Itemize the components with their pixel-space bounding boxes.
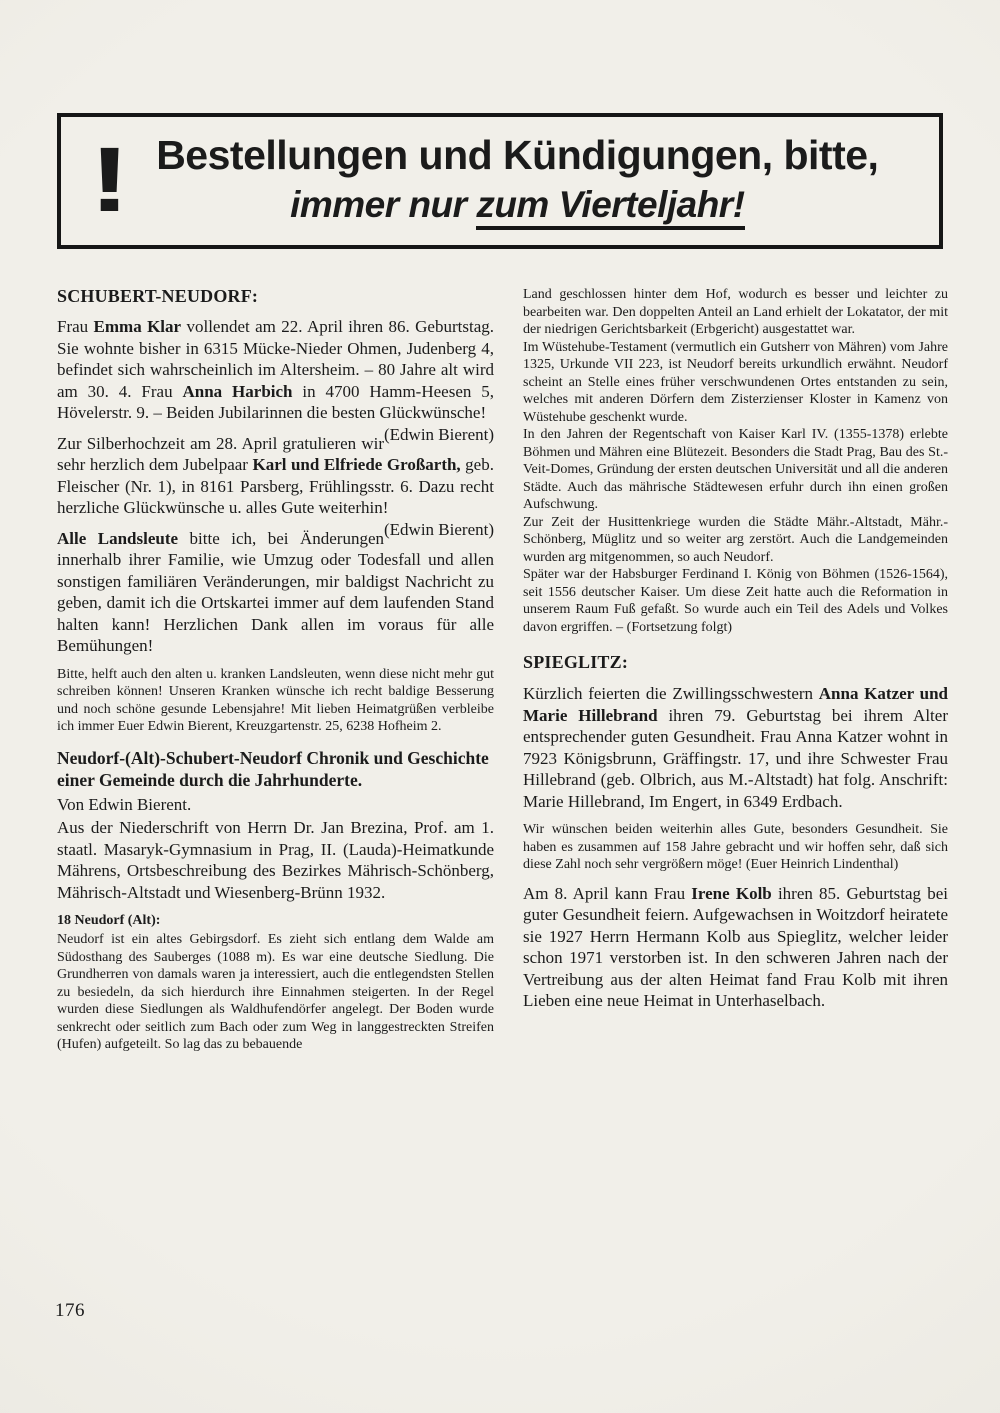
paragraph-karl-iv: In den Jahren der Regentschaft von Kaiser Karl IV. (1355-1378) erlebte Böhmen und Mähren eine Blütezeit. Besonders die Stadt Prag, Bau des St.-Veit-Domes, Gründung der ersten deutschen Universität und all die anderen Städte. Auch das mährische Städtewesen erfuhr durch ihn einen großen Aufschwung. bbox=[523, 427, 948, 512]
article-columns bbox=[57, 286, 948, 1054]
paragraph-irene-kolb: Am 8. April kann Frau Irene Kolb ihren 85. Geburtstag bei guter Gesundheit feiern. Aufgewachsen in Woitzdorf heiratete sie 1927 Herrn Hermann Kolb aus Spieglitz, welcher leider schon 1971 verstorben ist. In den schweren Jahren nach der Vertreibung aus der alten Heimat fand Frau Kolb mit ihren Lieben eine neue Heimat in Unterhaselbach. bbox=[523, 883, 948, 1010]
section-heading-schubert-neudorf: SCHUBERT-NEUDORF: bbox=[57, 286, 259, 306]
paragraph-gebirgsdorf: Neudorf ist ein altes Gebirgsdorf. Es zieht sich entlang dem Walde am Südosthang des Sauberges (1088 m). Es war eine deutsche Siedlung. Die Grundherren von damals waren ja interessiert, auch die entlegendsten Stellen zu besiedeln, da sich hierdurch ihre Einnahmen steigerten. In der Regel wurden diese Siedlungen als Waldhufendörfer angelegt. Der Boden wurde senkrecht oder seitlich zum Bach oder zum Weg in langgestreckten Streifen (Hufen) aufgeteilt. So lag das zu bebauende bbox=[57, 932, 494, 1052]
left-column bbox=[57, 286, 494, 1054]
notice-text bbox=[122, 132, 913, 226]
chronicle-title: Neudorf-(Alt)-Schubert-Neudorf Chronik und Geschichte einer Gemeinde durch die Jahrhunderte. bbox=[57, 747, 489, 790]
notice-line-1: Bestellungen und Kündigungen, bitte, bbox=[156, 132, 879, 178]
paragraph-birthdays: Frau Emma Klar vollendet am 22. April ihren 86. Geburtstag. Sie wohnte bisher in 6315 Mücke-Nieder Ohmen, Judenberg 4, befindet sich wahrscheinlich im Altersheim. – 80 Jahre alt wird am 30. 4. Frau Anna Harbich in 4700 Hamm-Heesen 5, Hövelerstr. 9. – Beiden Jubilarinnen die besten Glückwünsche! (Edwin Bierent) bbox=[57, 317, 495, 444]
notice-line-2-underlined: zum Vierteljahr! bbox=[476, 184, 744, 230]
paragraph-husittenkriege: Zur Zeit der Husittenkriege wurden die Städte Mähr.-Altstadt, Mähr.-Schönberg, Müglitz und so weiter arg zerstört. Auch die Landgemeinden wurden arg mitgenommen, so auch Neudorf. bbox=[523, 514, 948, 565]
chronicle-author: Von Edwin Bierent. bbox=[57, 794, 192, 814]
paragraph-land: Land geschlossen hinter dem Hof, wodurch es besser und leichter zu bearbeiten war. Den doppelten Anteil an Land erhielt der Lokatator, der mit der niedrigen Gerichtsbarkeit (Erbgericht) ausgestattet war. bbox=[523, 287, 948, 337]
right-column bbox=[523, 286, 948, 1054]
paragraph-silver-wedding: Zur Silberhochzeit am 28. April gratulieren wir sehr herzlich dem Jubelpaar Karl und Elfriede Großarth, geb. Fleischer (Nr. 1), in 8161 Parsberg, Frühlingsstr. 6. Dazu recht herzliche Glückwünsche u. alles Gute weiterhin! (Edwin Bierent) bbox=[57, 433, 494, 539]
chronicle-subheading: 18 Neudorf (Alt): bbox=[57, 913, 161, 928]
notice-line-2-prefix: immer nur bbox=[290, 184, 477, 225]
section-heading-spieglitz: SPIEGLITZ: bbox=[523, 652, 629, 672]
paragraph-wuensche: Wir wünschen beiden weiterhin alles Gute, besonders Gesundheit. Sie haben es zusammen auf 158 Jahre gebracht und wir hoffen sehr, daß sich diese Zahl noch sehr vergrößern möge! (Euer Heinrich Lindenthal) bbox=[523, 822, 948, 872]
chronicle-source: Aus der Niederschrift von Herrn Dr. Jan Brezina, Prof. am 1. staatl. Masaryk-Gymnasium in Prag, II. (Lauda)-Heimatkunde Mährens, Ortsbeschreibung des Bezirkes Mährisch-Schönberg, Mährisch-Altstadt und Wiesenberg-Brünn 1932. bbox=[57, 818, 494, 902]
paragraph-zwillingsschwestern: Kürzlich feierten die Zwillingsschwestern Anna Katzer und Marie Hillebrand ihren 79. Geburtstag bei ihrem Alter entsprechender guten Gesundheit. Frau Anna Katzer wohnt in 7923 Königsbrunn, Gräffingstr. 17, und ihre Schwester Frau Hillebrand (geb. Olbrich, aus M.-Altstadt) hat folg. Anschrift: Marie Hillebrand, Im Engert, in 6349 Erdbach. bbox=[523, 684, 948, 811]
page-number: 176 bbox=[55, 1300, 85, 1321]
notice-line-2 bbox=[122, 184, 913, 226]
paragraph-bitte-helft: Bitte, helft auch den alten u. kranken Landsleuten, wenn diese nicht mehr gut schreiben können! Unseren Kranken wünsche ich recht baldige Besserung und noch schöne gesunde Lebensjahre! Mit lieben Heimatgrüßen verbleibe ich immer Euer Edwin Bierent, Kreuzgartenstr. 25, 6238 Hofheim 2. bbox=[57, 666, 494, 734]
notice-box bbox=[57, 113, 943, 249]
paragraph-ferdinand: Später war der Habsburger Ferdinand I. König von Böhmen (1526-1564), seit 1556 deutscher Kaiser. Um diese Zeit hatte auch die Reformation in unserem Raum Fuß gefaßt. So wurde auch ein Teil des Adels und Volkes davon ergriffen. – (Fortsetzung folgt) bbox=[523, 567, 948, 635]
exclamation-icon: ! bbox=[89, 129, 131, 232]
paragraph-wuestehube: Im Wüstehube-Testament (vermutlich ein Gutsherr von Mähren) vom Jahre 1325, Urkunde VII 223, ist Neudorf bereits urkundlich erwähnt. Neudorf scheint an Stelle eines früher verschwundenen Ortes entstanden zu sein, welches mit anderen Dörfern dem Zisterzienser Kloster in Kamenz von Wüstehube geschenkt wurde. bbox=[523, 339, 948, 425]
paragraph-alle-landsleute: Alle Landsleute bitte ich, bei Änderungen innerhalb ihrer Familie, wie Umzug oder Todesfall und allen sonstigen familiären Veränderungen, mir baldigst Nachricht zu geben, damit ich die Ortskartei immer auf dem laufenden Stand halten kann! Herzlichen Dank allen im voraus für alle Bemühungen! bbox=[57, 528, 494, 655]
